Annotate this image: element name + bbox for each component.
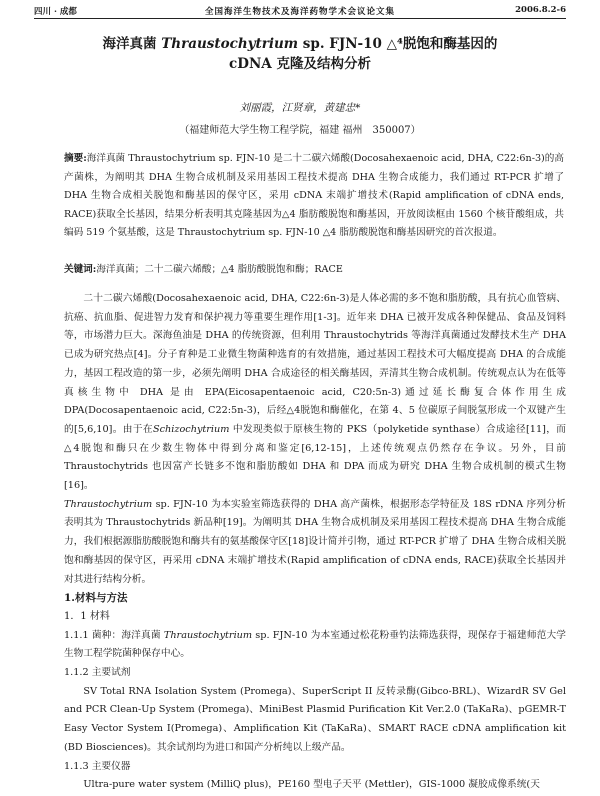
- paragraph-instruments: Ultra-pure water system (MilliQ plus)，PE160 型电子天平 (Mettler)，GIS-1000 凝胶成像系统(天: [83, 779, 540, 791]
- subsection-heading-instruments: 1.1.3 主要仪器: [64, 760, 131, 772]
- abstract: [64, 150, 564, 243]
- intro-paragraph-1: 二十二碳六烯酸(Docosahexaenoic acid, DHA, C22:6n-3)是人体必需的多不饱和脂肪酸，具有抗心血管病、抗癌、抗血脂、促进智力发育和保护视力等重要生理作用[1-3]。近年来 DHA 已被开发成各种保健品、食品及饲料等，市场潜力巨大。深海鱼油是 DHA 的传统资源，但利用 Thraustochytrids 等海洋真菌通过发酵技术生产 DHA 已成为研究热点[4]。分子育种是工业微生物菌种选育的有效措施，通过基因工程技术可大幅度提高 DHA 的合成能力，基因工程改造的第一步，必须先阐明 DHA 合成途径的相关酶基因，弄清其生物合成机制。传统观点认为在低等真核生物中 DHA 是由 EPA(Eicosapentaenoic acid, C20:5n-3)通过延长酶复合体作用生成 DPA(Docosapentaenoic acid, C22:5n-3)，后经△4脱饱和酶催化，在第 4、5 位碳原子间脱氢形成一个双键产生的[5,6,10]。由于在Schizochytrium 中发现类似于原核生物的 PKS（polyketide synthase）合成途径[11]，而△4脱饱和酶只在少数生物体中得到分离和鉴定[6,12-15]，上述传统观点仍然存在争议。另外，目前 Thraustochytrids 也因富产长链多不饱和脂肪酸如 DHA 和 DPA 而成为研究 DHA 生物合成机制的模式生物[16]。: [64, 293, 566, 492]
- section-heading-methods: 1.材料与方法: [64, 592, 128, 605]
- species-name: Thraustochytrium: [64, 498, 153, 510]
- running-head-location: 四川 · 成都: [34, 7, 77, 17]
- title-species: Thraustochytrium: [161, 36, 299, 52]
- affiliation: （福建师范大学生物工程学院，福建 福州 350007）: [179, 125, 421, 136]
- paper-title: [20, 34, 580, 74]
- keywords-text: 海洋真菌；二十二碳六烯酸；△4 脂肪酸脱饱和酶；RACE: [96, 264, 343, 275]
- intro-paragraph-2: Thraustochytrium sp. FJN-10 为本实验室筛选获得的 DHA 高产菌株，根据形态学特征及 18S rDNA 序列分析表明其为 Thraustochytrids 新品种[19]。为阐明其 DHA 生物合成机制及采用基因工程技术提高 DHA 生物合成能力，我们根据源脂肪酸脱饱和酶共有的氨基酸保守区[18]设计简并引物，通过 RT-PCR 扩增了 DHA 生物合成相关脱饱和酶基因的保守区，再采用 cDNA 末端扩增技术(Rapid amplification of cDNA ends, RACE)获取全长基因并对其进行结构分析。: [64, 498, 566, 585]
- title-line-2: cDNA 克隆及结构分析: [229, 56, 371, 72]
- abstract-label: 摘要:: [64, 153, 87, 164]
- species-name: Schizochytrium: [152, 423, 230, 435]
- abstract-text: 海洋真菌 Thraustochytrium sp. FJN-10 是二十二碳六烯酸(Docosahexaenoic acid, DHA, C22:6n-3)的高产菌株，为阐明其 DHA 生物合成机制及采用基因工程技术提高 DHA 生物合成能力，我们通过 RT-PCR 扩增了 DHA 生物合成相关脱饱和酶基因的保守区，采用 cDNA 末端扩增技术(Rapid amplification of cDNA ends, RACE)获取全长基因，结果分析表明其克隆基因为△4 脂肪酸脱饱和酶基因，开放阅读框由 1560 个核苷酸组成，共编码 519 个氨基酸，这是 Thraustochytrium sp. FJN-10 △4 脂肪酸脱饱和酶基因研究的首次报道。: [64, 153, 564, 239]
- paragraph-reagents: SV Total RNA Isolation System (Promega)、SuperScript II 反转录酶(Gibco-BRL)、WizardR SV Gel and PCR Clean-Up System (Promega)、MiniBest Plasmid Purification Kit Ver.2.0 (TaKaRa)、pGEMR-T Easy Vector System I(Promega)、Amplification Kit (TaKaRa)、SMART RACE cDNA amplification kit (BD Biosciences)。其余试剂均为进口和国产分析纯以上级产品。: [64, 685, 566, 753]
- paragraph-strain: 1.1.1 菌种：海洋真菌 Thraustochytrium sp. FJN-10 为本室通过松花粉垂钓法筛选获得，现保存于福建师范大学生物工程学院菌种保存中心。: [64, 629, 566, 660]
- title-line-1: 海洋真菌 Thraustochytrium sp. FJN-10 △⁴脱饱和酶基因的: [102, 36, 498, 52]
- body-text: [64, 290, 566, 795]
- keywords-label: 关键词:: [64, 264, 97, 275]
- subsection-heading-reagents: 1.1.2 主要试剂: [64, 667, 131, 679]
- subsection-heading-materials: 1．1 材料: [64, 610, 110, 622]
- keywords: [64, 261, 564, 275]
- authors: 刘丽霞，江贤章，黄建忠*: [239, 102, 361, 114]
- running-head-date: 2006.8.2-6: [515, 5, 566, 15]
- running-head-proceedings: 全国海洋生物技术及海洋药物学术会议论文集: [204, 7, 395, 17]
- species-name: Thraustochytrium: [163, 629, 253, 641]
- running-head: [34, 4, 566, 19]
